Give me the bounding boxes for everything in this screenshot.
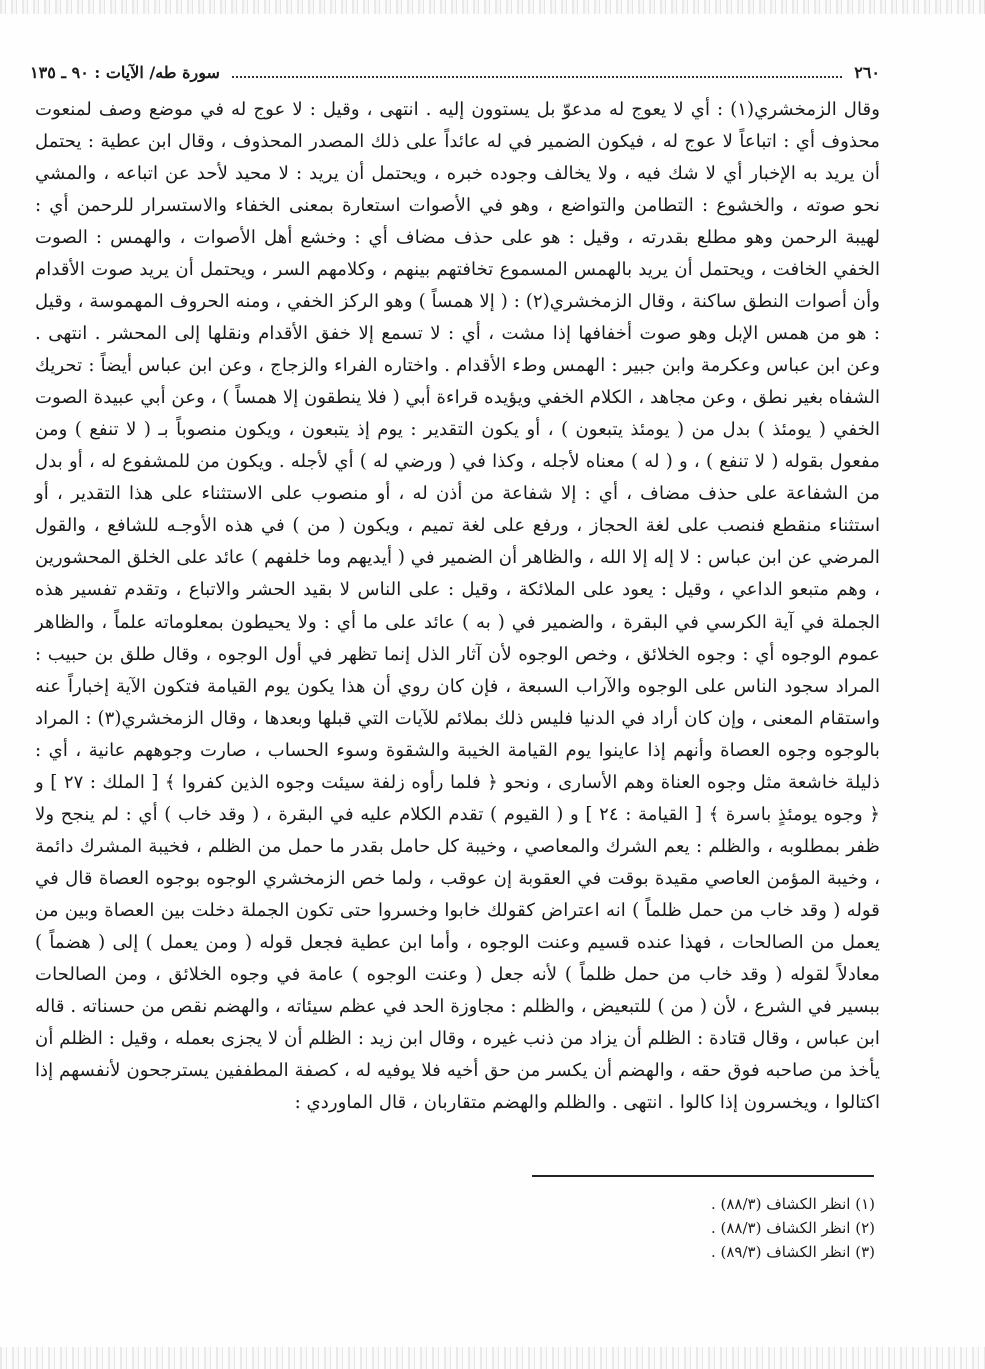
page-number: ٢٦٠ — [854, 62, 880, 82]
footnote-3: (٣) انظر الكشاف (٨٩/٣) . — [710, 1243, 875, 1261]
body-paragraph: وقال الزمخشري(١) : أي لا يعوج له مدعوّ بل يستوون إليه . انتهى ، وقيل : لا عوج له في موضع وصف لمنعوت محذوف أي : اتباعاً لا عوج له ، فيكون الضمير في له عائداً على ذلك المصدر المحذوف ، وقال ابن عطية : يحتمل أن يريد به الإخبار أي لا شك فيه ، ولا يخالف وجوده خبره ، ويحتمل أن يريد : لا محيد لأحد عن اتباعه ، والمشي نحو صوته ، والخشوع : التطامن والتواضع ، وهو في الأصوات استعارة بمعنى الخفاء والاستسرار للرحمن أي : لهيبة الرحمن وهو مطلع بقدرته ، وقيل : هو على حذف مضاف أي : وخشع أهل الأصوات ، والهمس : الصوت الخفي الخافت ، ويحتمل أن يريد بالهمس المسموع تخافتهم بينهم ، وكلامهم السر ، ويحتمل أن يريد صوت الأقدام وأن أصوات النطق ساكنة ، وقال الزمخشري(٢) : ( إلا همساً ) وهو الركز الخفي ، ومنه الحروف المهموسة ، وقيل : هو من همس الإبل وهو صوت أخفافها إذا مشت ، أي : لا تسمع إلا خفق الأقدام ونقلها إلى المحشر . انتهى . وعن ابن عباس وعكرمة وابن جبير : الهمس وطء الأقدام . واختاره الفراء والزجاج ، وعن ابن عباس أيضاً : تحريك الشفاه بغير نطق ، وعن مجاهد ، الكلام الخفي ويؤيده قراءة أبي ( فلا ينطقون إلا همساً ) ، وعن أبي عبيدة الصوت الخفي ( يومئذ ) بدل من ( يومئذ يتبعون ) ، أو يكون التقدير : يوم إذ يتبعون ، ويكون منصوباً بـ ( لا تنفع ) ومن مفعول بقوله ( لا تنفع ) ، و ( له ) معناه لأجله ، وكذا في ( ورضي له ) أي لأجله . ويكون من للمشفوع له ، أو بدل من الشفاعة على حذف مضاف ، أي : إلا شفاعة من أذن له ، أو منصوب على الاستثناء على هذا التقدير ، أو استثناء منقطع فنصب على لغة الحجاز ، ورفع على لغة تميم ، ويكون ( من ) في هذه الأوجـه للشافع ، والقول المرضي عن ابن عباس : لا إله إلا الله ، والظاهر أن الضمير في ( أيديهم وما خلفهم ) عائد على الخلق المحشورين ، وهم متبعو الداعي ، وقيل : يعود على الملائكة ، وقيل : على الناس لا بقيد الحشر والاتباع ، وتقدم تفسير هذه الجملة في آية الكرسي في البقرة ، والضمير في ( به ) عائد على ما أي : ولا يحيطون بمعلوماته علماً ، والظاهر عموم الوجوه أي : وجوه الخلائق ، وخص الوجوه لأن آثار الذل إنما تظهر في أول الوجوه ، وقال طلق بن حبيب : المراد سجود الناس على الوجوه والآراب السبعة ، فإن كان روي أن هذا يكون يوم القيامة فتكون الآية إخباراً عنه واستقام المعنى ، وإن كان أراد في الدنيا فليس ذلك بملائم للآيات التي قبلها وبعدها ، وقال الزمخشري(٣) : المراد بالوجوه وجوه العصاة وأنهم إذا عاينوا يوم القيامة الخيبة والشقوة وسوء الحساب ، صارت وجوههم عانية ، أي : ذليلة خاشعة مثل وجوه العناة وهم الأسارى ، ونحو ﴿ فلما رأوه زلفة سيئت وجوه الذين كفروا ﴾ [ الملك : ٢٧ ] و ﴿ وجوه يومئذٍ باسرة ﴾ [ القيامة : ٢٤ ] و ( القيوم ) تقدم الكلام عليه في البقرة ، ( وقد خاب ) أي : لم ينجح ولا ظفر بمطلوبه ، والظلم : يعم الشرك والمعاصي ، وخيبة كل حامل بقدر ما حمل من الظلم ، فخيبة المشرك دائمة ، وخيبة المؤمن العاصي مقيدة بوقت في العقوبة إن عوقب ، ولما خص الزمخشري الوجوه بوجوه العصاة قال في قوله ( وقد خاب من حمل ظلماً ) انه اعتراض كقولك خابوا وخسروا حتى تكون الجملة دخلت بين العصاة وبين من يعمل من الصالحات ، فهذا عنده قسيم وعنت الوجوه ، وأما ابن عطية فجعل قوله ( ومن يعمل ) إلى ( هضماً ) معادلاً لقوله ( وقد خاب من حمل ظلماً ) لأنه جعل ( وعنت الوجوه ) عامة في وجوه الخلائق ، ومن الصالحات ببسير في الشرع ، لأن ( من ) للتبعيض ، والظلم : مجاوزة الحد في عظم سيئاته ، والهضم نقص من حسناته . قاله ابن عباس ، وقال قتادة : الظلم أن يزاد من ذنب غيره ، وقال ابن زيد : الظلم أن لا يجزى بعمله ، وقيل : الظلم أن يأخذ من صاحبه فوق حقه ، والهضم أن يكسر من حق أخيه فلا يوفيه له ، كصفة المطففين يسترجحون لأنفسهم إذا اكتالوا ، ويخسرون إذا كالوا . انتهى . والظلم والهضم متقاربان ، قال الماوردي : — [35, 99, 880, 1113]
scan-edge-bottom — [0, 1347, 985, 1369]
footnote-2: (٢) انظر الكشاف (٨٨/٣) . — [710, 1219, 875, 1237]
running-header — [30, 58, 880, 86]
footnotes — [475, 1192, 875, 1264]
main-text — [35, 94, 880, 1119]
footnote-1: (١) انظر الكشاف (٨٨/٣) . — [710, 1195, 875, 1213]
footnote-divider — [532, 1175, 874, 1177]
surah-title: سورة طه/ الآيات : ٩٠ ـ ١٣٥ — [30, 62, 220, 82]
scan-edge-top — [0, 0, 985, 14]
header-dot-leader — [232, 75, 842, 78]
